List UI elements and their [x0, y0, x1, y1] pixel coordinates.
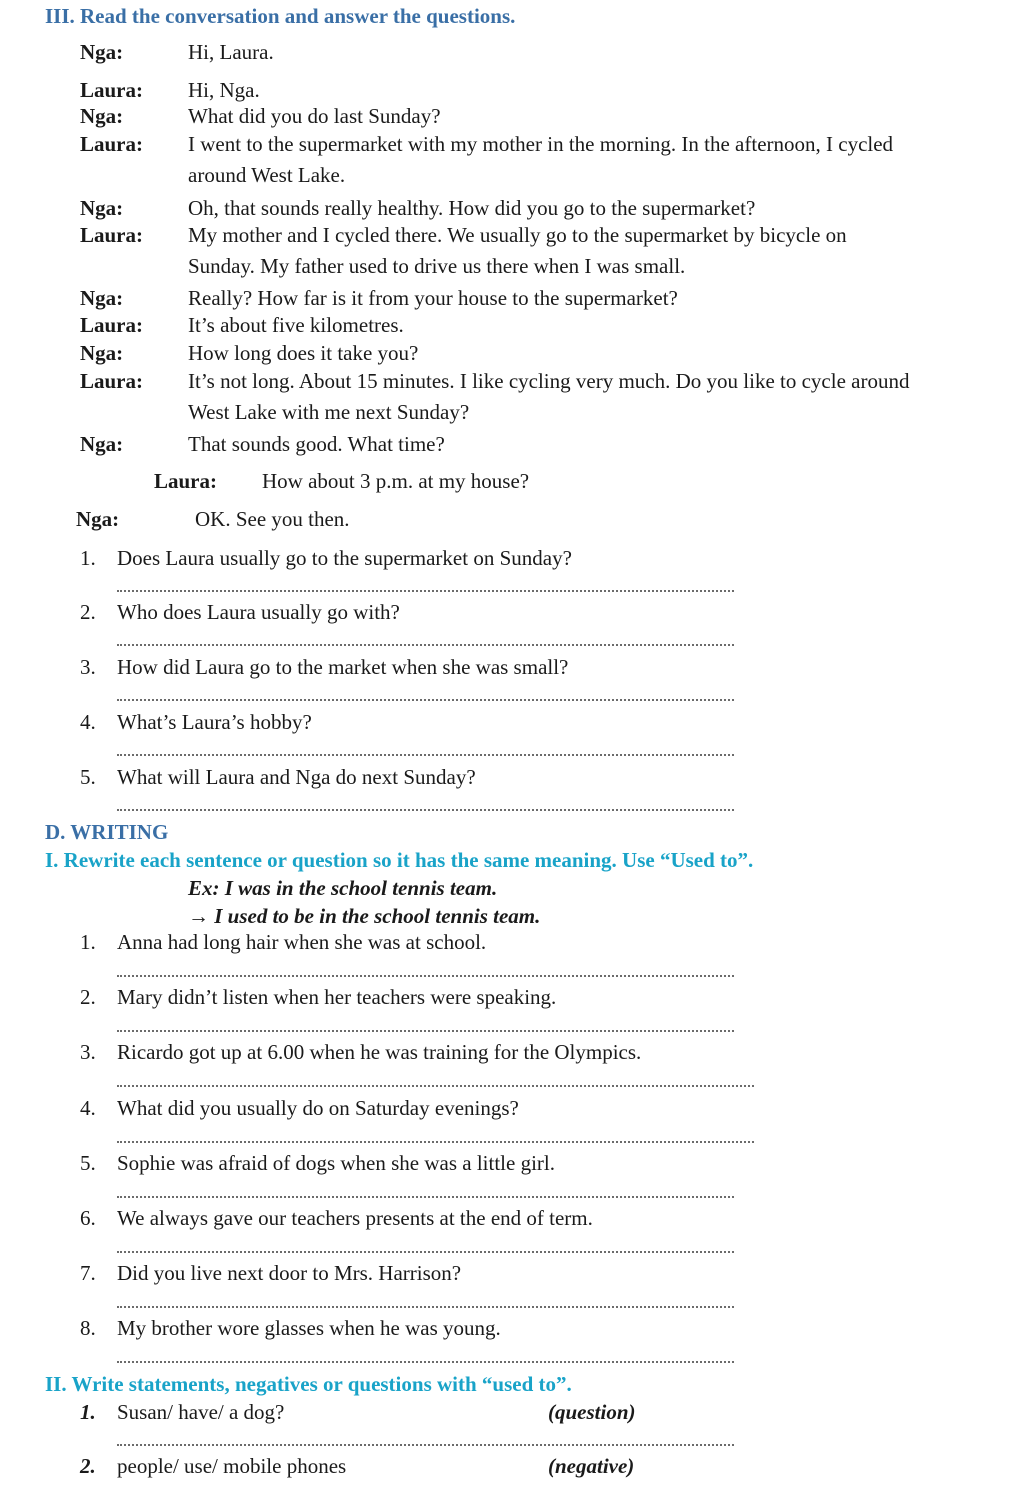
- section-iii-title: III. Read the conversation and answer the questions.: [45, 4, 516, 28]
- question-number: 1.: [80, 1400, 96, 1424]
- answer-line[interactable]: [117, 1444, 734, 1446]
- question-text: What will Laura and Nga do next Sunday?: [117, 765, 476, 789]
- dialogue-line: What did you do last Sunday?: [188, 104, 441, 128]
- question-number: 5.: [80, 765, 96, 789]
- question-text: How did Laura go to the market when she was small?: [117, 655, 569, 679]
- dialogue-line: around West Lake.: [188, 163, 346, 187]
- answer-line[interactable]: [117, 1141, 754, 1143]
- writing-section-title: D. WRITING: [45, 820, 169, 844]
- speaker-label: Nga:: [80, 341, 124, 365]
- part-ii-title: II. Write statements, negatives or questions with “used to”.: [45, 1372, 572, 1396]
- question-text: Anna had long hair when she was at school.: [117, 930, 487, 954]
- answer-line[interactable]: [117, 1306, 734, 1308]
- speaker-label: Nga:: [80, 432, 124, 456]
- answer-line[interactable]: [117, 590, 734, 592]
- question-number: 1.: [80, 930, 96, 954]
- answer-line[interactable]: [117, 809, 734, 811]
- question-text: My brother wore glasses when he was young.: [117, 1316, 501, 1340]
- question-number: 2.: [80, 985, 96, 1009]
- speaker-label: Nga:: [80, 40, 124, 64]
- speaker-label: Nga:: [80, 286, 124, 310]
- question-number: 4.: [80, 1096, 96, 1120]
- dialogue-line: Really? How far is it from your house to the supermarket?: [188, 286, 678, 310]
- question-number: 4.: [80, 710, 96, 734]
- answer-line[interactable]: [117, 975, 734, 977]
- question-text: Sophie was afraid of dogs when she was a little girl.: [117, 1151, 555, 1175]
- question-text: Ricardo got up at 6.00 when he was training for the Olympics.: [117, 1040, 642, 1064]
- answer-line[interactable]: [117, 1085, 754, 1087]
- answer-line[interactable]: [117, 754, 734, 756]
- dialogue-line: West Lake with me next Sunday?: [188, 400, 470, 424]
- question-type-tag: (negative): [548, 1454, 635, 1478]
- dialogue-line: Hi, Laura.: [188, 40, 274, 64]
- question-text: Mary didn’t listen when her teachers were speaking.: [117, 985, 557, 1009]
- question-text: Who does Laura usually go with?: [117, 600, 400, 624]
- speaker-label: Laura:: [80, 78, 143, 102]
- speaker-label: Nga:: [76, 507, 120, 531]
- question-text: We always gave our teachers presents at the end of term.: [117, 1206, 593, 1230]
- question-text: people/ use/ mobile phones: [117, 1454, 347, 1478]
- speaker-label: Nga:: [80, 104, 124, 128]
- question-text: Susan/ have/ a dog?: [117, 1400, 285, 1424]
- question-number: 2.: [80, 1454, 96, 1478]
- question-text: What did you usually do on Saturday evenings?: [117, 1096, 519, 1120]
- answer-line[interactable]: [117, 1361, 734, 1363]
- answer-line[interactable]: [117, 699, 734, 701]
- question-number: 5.: [80, 1151, 96, 1175]
- question-number: 7.: [80, 1261, 96, 1285]
- question-number: 2.: [80, 600, 96, 624]
- speaker-label: Laura:: [80, 313, 143, 337]
- dialogue-line: Hi, Nga.: [188, 78, 260, 102]
- question-number: 6.: [80, 1206, 96, 1230]
- dialogue-line: How long does it take you?: [188, 341, 419, 365]
- question-text: What’s Laura’s hobby?: [117, 710, 312, 734]
- question-number: 3.: [80, 1040, 96, 1064]
- question-number: 1.: [80, 546, 96, 570]
- speaker-label: Laura:: [80, 223, 143, 247]
- speaker-label: Laura:: [80, 132, 143, 156]
- answer-line[interactable]: [117, 644, 734, 646]
- question-text: Did you live next door to Mrs. Harrison?: [117, 1261, 462, 1285]
- answer-line[interactable]: [117, 1251, 734, 1253]
- question-number: 8.: [80, 1316, 96, 1340]
- example-answer: → I used to be in the school tennis team.: [188, 904, 541, 928]
- dialogue-line: How about 3 p.m. at my house?: [262, 469, 530, 493]
- speaker-label: Nga:: [80, 196, 124, 220]
- speaker-label: Laura:: [154, 469, 217, 493]
- dialogue-line: OK. See you then.: [195, 507, 350, 531]
- part-i-title: I. Rewrite each sentence or question so it has the same meaning. Use “Used to”.: [45, 848, 754, 872]
- question-number: 3.: [80, 655, 96, 679]
- answer-line[interactable]: [117, 1030, 734, 1032]
- dialogue-line: It’s not long. About 15 minutes. I like cycling very much. Do you like to cycle around: [188, 369, 910, 393]
- dialogue-line: Sunday. My father used to drive us there when I was small.: [188, 254, 686, 278]
- speaker-label: Laura:: [80, 369, 143, 393]
- dialogue-line: It’s about five kilometres.: [188, 313, 404, 337]
- question-type-tag: (question): [548, 1400, 636, 1424]
- dialogue-line: My mother and I cycled there. We usually go to the supermarket by bicycle on: [188, 223, 847, 247]
- dialogue-line: I went to the supermarket with my mother in the morning. In the afternoon, I cycled: [188, 132, 894, 156]
- dialogue-line: Oh, that sounds really healthy. How did you go to the supermarket?: [188, 196, 756, 220]
- example-sentence: Ex: I was in the school tennis team.: [188, 876, 498, 900]
- answer-line[interactable]: [117, 1196, 734, 1198]
- dialogue-line: That sounds good. What time?: [188, 432, 445, 456]
- question-text: Does Laura usually go to the supermarket on Sunday?: [117, 546, 572, 570]
